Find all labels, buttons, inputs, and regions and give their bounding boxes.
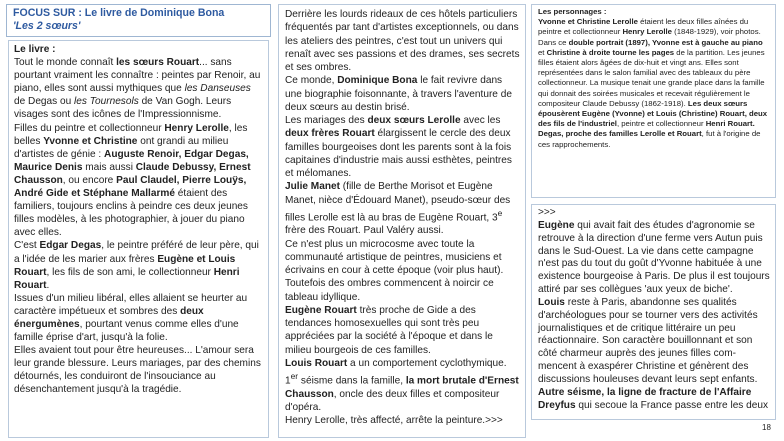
text: avec les xyxy=(460,115,501,126)
continuation-arrows: >>> xyxy=(538,207,556,218)
text: , oncle des deux filles et compositeur d'opéra. xyxy=(285,388,500,413)
paragraph-eugene xyxy=(285,304,521,357)
text-bold: Henry Lerolle xyxy=(622,27,672,37)
paragraph-microcosm: Ce n'est plus un microcosme avec toute la communauté artistique de peintres, musiciens et écrivains en cour à cette époque (voir plus haut). Toutefois des ombres commencent à noircir ce tableau idyllique. xyxy=(285,238,504,303)
text: élargissent le cercle des deux familles bourgeoises dont les parents sont à la fois capitaines d'industrie mais aussi esthètes, peintres et mélomanes. xyxy=(285,128,512,179)
paragraph-louis-paris xyxy=(538,297,771,387)
paragraph-daughters xyxy=(14,122,264,240)
text-italic: les Danseuses xyxy=(184,83,251,95)
text: , ou encore xyxy=(62,174,117,186)
text-bold: Yvonne et Christine xyxy=(43,135,138,147)
paragraph-louis xyxy=(285,357,521,370)
text: reste à Paris, abandonne ses qualités d'archéologues pour se tourner vers des activités journalistiques et de critique littéraire un peu réactionnaire. Son caractère bouillonnant et son côté charmeur auprès des jeunes filles com-mencent à exaspérer Christine et génèrent des discussions houleuses devant leurs sept enfants. xyxy=(538,296,758,385)
text: le fait revivre dans une biographie foisonnante, à travers l'aventure de deux sœurs au destin brisé. xyxy=(285,75,512,113)
text-bold: Auguste Renoir, Edgar Degas, Maurice Denis xyxy=(14,148,249,173)
text: mais aussi xyxy=(82,161,136,173)
paragraph-sisters xyxy=(538,17,771,37)
text: étaient les deux filles aînées du peintre et collectionneur xyxy=(538,17,749,37)
characters-heading: Les personnages : xyxy=(538,7,607,16)
text: ... sans pourtant vraiment les connaître : peintes par Renoir, au piano, elles sont aussi mythiques que xyxy=(14,57,261,95)
paragraph-degas xyxy=(14,239,264,291)
text: . xyxy=(46,279,50,291)
text: , pourtant venus comme elles d'une famille éprise d'art, jusqu'à la folie. xyxy=(14,318,239,344)
paragraph-milieu xyxy=(14,292,264,344)
text-bold: Julie Manet xyxy=(285,181,340,193)
paragraph-chausson xyxy=(285,370,521,414)
text: frère des Rouart. Paul Valéry aussi. xyxy=(285,225,444,237)
text-bold: Eugène xyxy=(538,219,575,231)
text: de Van Gogh. Leurs visages sont des icônes de l'Impressionnisme. xyxy=(14,96,232,121)
paragraph-author xyxy=(285,74,521,114)
text-bold: deux énergumènes xyxy=(14,305,204,330)
text: de Degas ou xyxy=(14,96,75,108)
characters-panel xyxy=(531,4,776,198)
text: , le peintre préféré de leur père, qui a l'idée de les marier aux frères xyxy=(14,240,259,265)
text-bold: Louis Rouart xyxy=(285,357,348,369)
text: Les mariages des xyxy=(285,115,368,126)
text-bold: Eugène et Louis Rouart xyxy=(14,253,236,278)
text-bold: Paul Claudel, Pierre Louÿs, André Gide et Stéphane Mallarmé xyxy=(14,174,247,200)
text-bold: Henri Rouart xyxy=(14,266,240,291)
text-bold: Les deux sœurs épousèrent Eugène (Yvonne) et Louis (Christine) Rouart, deux des fils de l'industriel xyxy=(538,98,768,129)
text: C'est xyxy=(14,240,40,252)
paragraph-eugene-farm xyxy=(538,220,771,297)
story-panel xyxy=(278,4,526,438)
text: Tout le monde connaît xyxy=(14,57,117,69)
text: qui avait fait des études d'agronomie se retrouve à la direction d'une ferme vers Autun puis dans le Sud-Ouest. La vie dans cette campagne n'est pas du tout du goût d'Yvonne habituée à une existence bourgeoise à Paris. De plus il est toujours attiré par ses collègues 'aux yeux de biche'. xyxy=(538,219,770,296)
text-bold: Henri Rouart. Degas, proche des familles Lerolle et Rouart xyxy=(538,119,755,139)
text: qui secoue la France passe entre les deux xyxy=(575,399,769,411)
text: très proche de Gide a des tendances homosexuelles qui sont très peu appréciées par la société à l'époque et dans le milieu bourgeois de ces familles. xyxy=(285,304,493,356)
text-bold: Dominique Bona xyxy=(337,75,418,87)
text-bold: Eugène Rouart xyxy=(285,304,357,316)
text: Dans ce xyxy=(538,37,569,47)
text-bold: Autre séisme, la ligne de fracture de l'Affaire Dreyfus xyxy=(538,386,752,411)
text-bold: Louis xyxy=(538,296,565,308)
page-number: 18 xyxy=(762,423,771,432)
focus-title: FOCUS SUR : Le livre de Dominique Bona xyxy=(13,7,225,19)
text: Ce monde, xyxy=(285,75,338,87)
superscript: e xyxy=(497,207,503,218)
continuation-panel xyxy=(531,204,776,420)
paragraph-salons: Derrière les lourds rideaux de ces hôtels particuliers fréquentés par tant d'artistes exceptionnels, ou dans les ateliers des peintres, c'est tout un univers qui renaît avec ses passions et des drames, ses secrets et ses ombres. xyxy=(285,9,520,73)
text-bold: Henry Lerolle xyxy=(164,122,229,134)
text: (1848-1929), voir photos. xyxy=(671,27,761,37)
paragraph-tragedy: Elles avaient tout pour être heureuses... L'amour sera leur grande blessure. Leurs mariages, par des chemins détournés, les conduiront de l'insouciance au désenchantement jusqu'à la tragédie. xyxy=(14,345,261,396)
paragraph-marriages xyxy=(285,114,521,180)
book-subtitle: 'Les 2 sœurs' xyxy=(13,20,81,32)
text-bold: double portrait (1897), Yvonne est à gauche au piano xyxy=(568,37,763,47)
text: a un comportement cyclothymique. xyxy=(347,357,507,369)
text: 1 xyxy=(285,375,291,387)
text: et xyxy=(538,47,547,57)
text: , les belles xyxy=(14,122,248,147)
paragraph-julie-manet xyxy=(285,180,521,237)
text-bold: Claude Debussy, Ernest Chausson xyxy=(14,161,251,186)
text: (fille de Berthe Morisot et Eugène Manet, nièce d'Édouard Manet), pseudo-sœur des filles Lerolle est là au bras de Eugène Rouart, 3 xyxy=(285,181,511,224)
text: , fut à l'origine de ces rapprochements. xyxy=(538,129,761,149)
text-bold: deux frères Rouart xyxy=(285,128,375,140)
text: de la partition. Les jeunes filles étaient alors âgées de dix-huit et vingt ans. Elles sont représentées dans le salon familial avec des tableaux du père collectionneur. La musique tenait une grande place dans la famille qui donnait des soirées musicales et recevait régulièrement le compositeur Claude Debussy (1862-1918). xyxy=(538,47,765,108)
text-bold: les sœurs Rouart xyxy=(116,57,200,69)
text-bold: la mort brutale d'Ernest Chausson xyxy=(285,375,519,400)
paragraph-dreyfus xyxy=(538,387,771,413)
text-italic: les Tournesols xyxy=(74,96,139,108)
text: Filles du peintre et collectionneur xyxy=(14,122,165,134)
paragraph-lerolle: Henry Lerolle, très affecté, arrête la peinture.>>> xyxy=(285,415,503,427)
text: , peintre et collectionneur xyxy=(616,119,706,129)
text: étaient des familiers, toujours enclins à peindre ces deux jeunes filles modèles, à les photographier, à jouer du piano avec elles. xyxy=(14,188,248,239)
text-bold: Christine à droite tourne les pages xyxy=(546,47,675,57)
text-bold: deux sœurs Lerolle xyxy=(367,115,461,126)
text: Issues d'un milieu libéral, elles allaient se heurter au caractère impétueux et sombres des xyxy=(14,292,248,317)
book-heading: Le livre : xyxy=(14,44,56,55)
text: ont grandi au milieu d'artistes de génie : xyxy=(14,135,229,160)
text-bold: Yvonne et Christine Lerolle xyxy=(538,17,638,27)
text: séisme dans la famille, xyxy=(298,375,406,387)
text: , les fils de son ami, le collectionneur xyxy=(46,266,214,278)
text-bold: Edgar Degas xyxy=(39,240,102,252)
paragraph-intro xyxy=(14,56,264,121)
book-summary-panel xyxy=(8,40,269,438)
superscript: er xyxy=(290,371,299,382)
paragraph-portrait xyxy=(538,38,771,150)
focus-header xyxy=(6,4,271,37)
